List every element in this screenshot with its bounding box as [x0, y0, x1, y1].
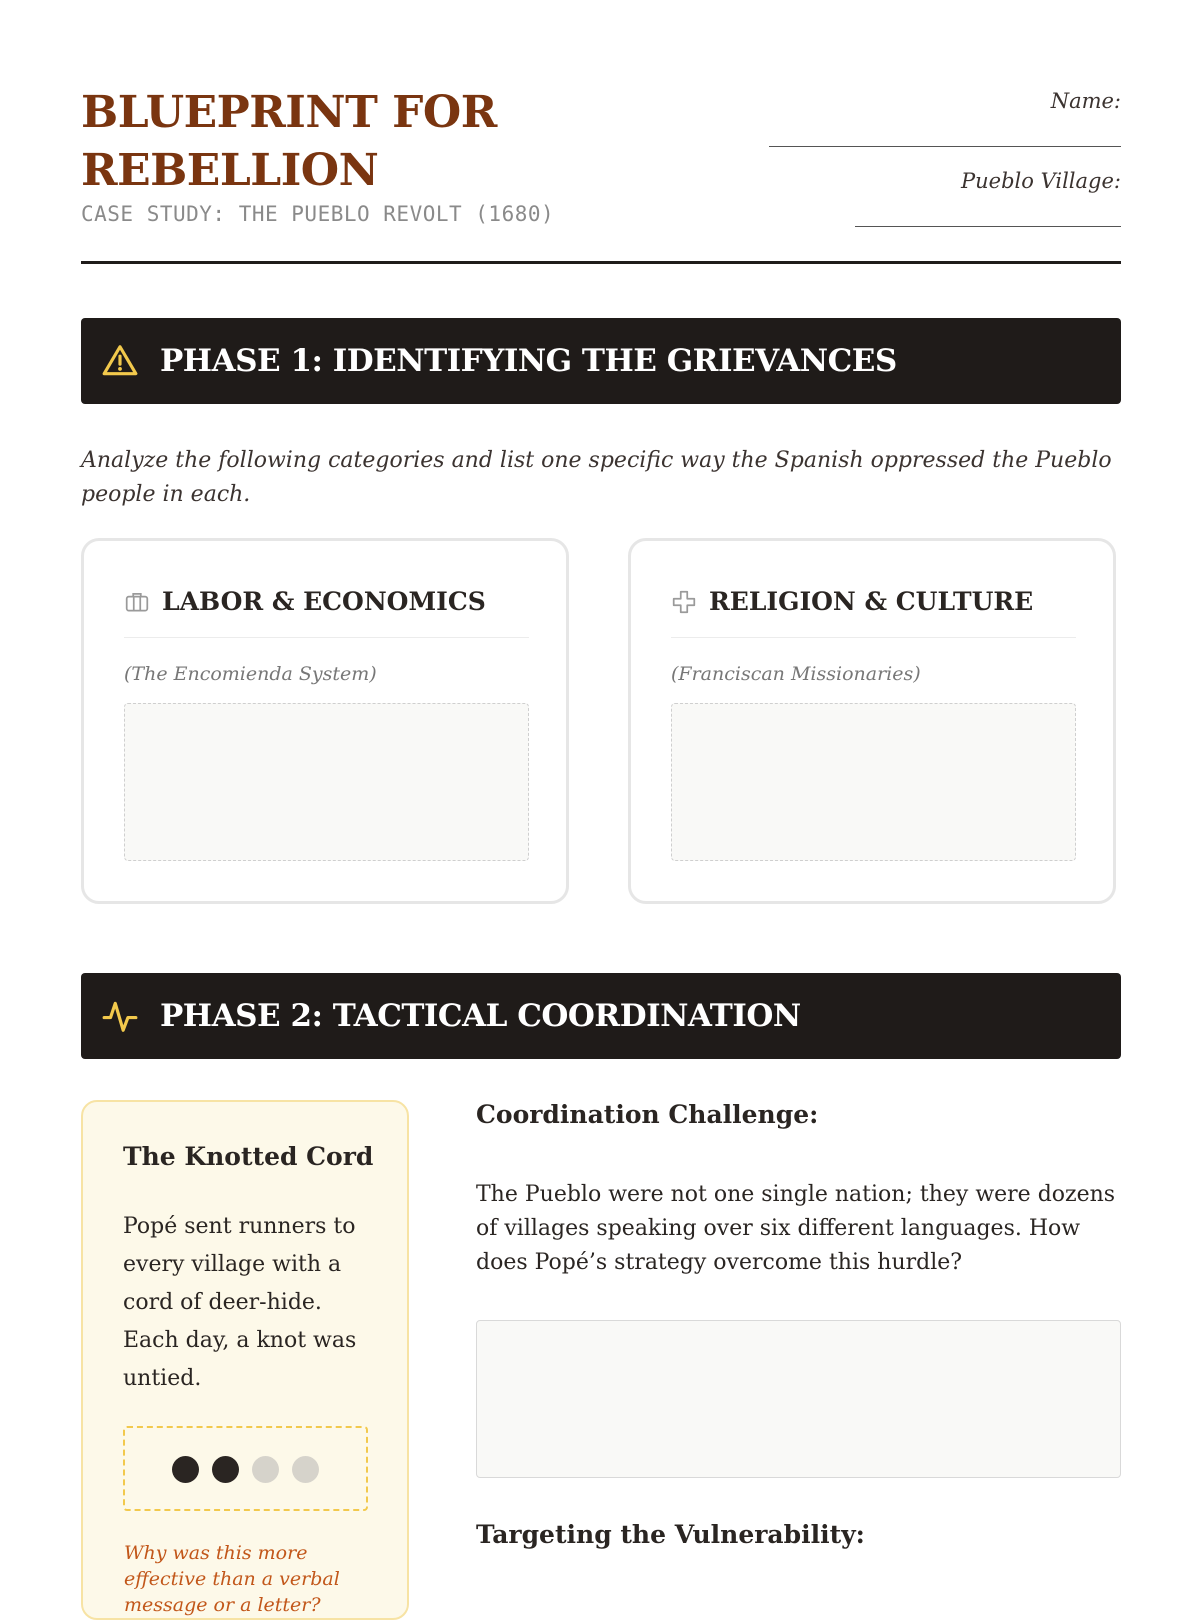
name-label: Name:: [1050, 89, 1121, 113]
warning-triangle-icon: [101, 342, 139, 380]
cord-title: The Knotted Cord: [123, 1142, 374, 1171]
cord-question: Why was this more effective than a verbal message or a letter?: [124, 1542, 340, 1616]
title-line-2: REBELLION: [81, 145, 379, 196]
phase2-title: PHASE 2: TACTICAL COORDINATION: [160, 998, 801, 1034]
knot-untied: [292, 1456, 319, 1483]
coordination-answer-box[interactable]: [476, 1320, 1121, 1478]
card-header: [671, 583, 1076, 638]
phase1-banner: [81, 318, 1121, 404]
worksheet-header: [81, 84, 1121, 262]
cord-text: Popé sent runners to every village with a cord of deer-hide. Each day, a knot was untied.: [123, 1214, 357, 1391]
card-subtitle: (The Encomienda System): [124, 663, 377, 685]
cross-icon: [671, 589, 697, 615]
religion-culture-card: [628, 538, 1116, 904]
header-divider: [81, 261, 1121, 264]
card-title: RELIGION & CULTURE: [709, 587, 1034, 616]
card-title: LABOR & ECONOMICS: [162, 587, 486, 616]
phase2-banner: [81, 973, 1121, 1059]
coordination-heading: Coordination Challenge:: [476, 1100, 819, 1129]
knot-tracker: [123, 1426, 368, 1511]
targeting-heading: Targeting the Vulnerability:: [476, 1520, 865, 1549]
coordination-text: The Pueblo were not one single nation; they were dozens of villages speaking over six different languages. How does Popé’s strategy overcome this hurdle?: [476, 1182, 1116, 1275]
card-header: [124, 583, 529, 638]
village-field[interactable]: [855, 226, 1121, 227]
knot-tied: [212, 1456, 239, 1483]
knot-tied: [172, 1456, 199, 1483]
worksheet-title: [81, 84, 601, 200]
phase1-title: PHASE 1: IDENTIFYING THE GRIEVANCES: [160, 343, 897, 379]
name-field[interactable]: [769, 146, 1121, 147]
card-subtitle: (Franciscan Missionaries): [671, 663, 921, 685]
briefcase-icon: [124, 589, 150, 615]
religion-answer-box[interactable]: [671, 703, 1076, 861]
labor-economics-card: [81, 538, 569, 904]
worksheet-page: [81, 0, 1121, 1616]
title-line-1: BLUEPRINT FOR: [81, 87, 497, 138]
worksheet-subtitle: CASE STUDY: THE PUEBLO REVOLT (1680): [81, 202, 555, 226]
knot-untied: [252, 1456, 279, 1483]
village-label: Pueblo Village:: [961, 169, 1121, 193]
phase1-instructions: Analyze the following categories and list one specific way the Spanish oppressed the Pueblo people in each.: [81, 448, 1112, 507]
labor-answer-box[interactable]: [124, 703, 529, 861]
knotted-cord-card: [81, 1100, 409, 1620]
pulse-icon: [101, 997, 139, 1035]
